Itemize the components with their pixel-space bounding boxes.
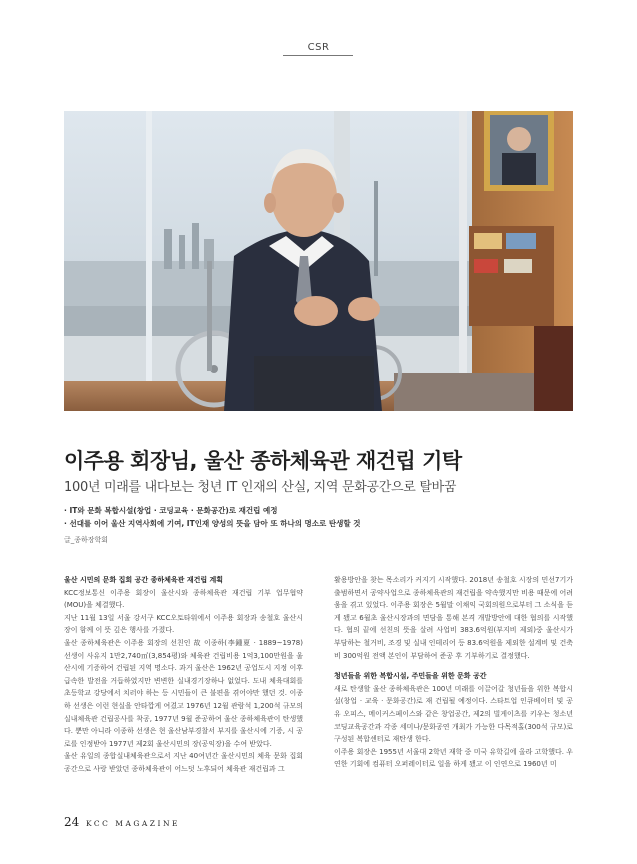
magazine-name: KCC MAGAZINE: [86, 819, 180, 828]
section-label: CSR: [307, 42, 330, 53]
body-column-left: [64, 574, 303, 776]
body-column-right: [334, 574, 573, 771]
body-paragraph: KCC정보통신 이주용 회장이 울산시와 종하체육관 재건립 기부 업무협약(MOU)을 체결했다.: [64, 588, 303, 610]
highlight-item: · IT와 문화 복합시설(창업 · 코딩교육 · 문화공간)로 재건립 예정: [64, 504, 361, 517]
article-photo: [64, 111, 573, 411]
body-paragraph: 지난 11월 13일 서울 강서구 KCC오토타워에서 이주용 회장과 송철호 울산시장이 함께 이 뜻 깊은 행사를 가졌다.: [64, 613, 303, 635]
section-heading: 청년들을 위한 복합시설, 주민들을 위한 문화 공간: [334, 672, 487, 681]
body-paragraph: 새로 탄생할 울산 종하체육관은 100년 미래를 이끌어갈 청년들을 위한 복합시설(창업 · 교육 · 문화공간)로 재 건립될 예정이다. 스타트업 인큐베이터 및 공유 오피스, 메이커스페이스와 같은 창업공간, 제2의 빌게이츠를 키우는 청소년 코딩교육공간과 각종 세미나/문화공연 개최가 가능한 다목적홀(300석 규모)로 구성된 복합센터로 재탄생 한다.: [334, 684, 573, 744]
article-title: 이주용 회장님, 울산 종하체육관 재건립 기탁: [64, 449, 462, 473]
article-highlights: [64, 504, 361, 530]
page-number: 24: [64, 815, 80, 829]
byline: 글_종하장학회: [64, 536, 109, 544]
article-subtitle: 100년 미래를 내다보는 청년 IT 인재의 산실, 지역 문화공간으로 탈바꿈: [64, 480, 457, 495]
section-divider: [283, 55, 353, 56]
body-paragraph: 울산 종하체육관은 이주용 회장의 선친인 故 이종하(李鍾夏 · 1889~1978) 선생이 사유지 1만2,740㎡(3,854평)와 체육관 건립비용 1억3,100만원을 울산시에 기증하여 건립된 지역 명소다. 과거 울산은 1962년 공업도시 지정 이후 급속한 발전을 거듭하였지만 변변한 실내경기장하나 없었다. 도내 체육대회를 초등학교 강당에서 치러야 하는 등 시민들이 큰 불편을 겪어야만 했던 것. 이종하 선생은 이런 현실을 안타깝게 여겼고 1976년 12월 관람석 1,200석 규모의 실내체육관 건립공사를 착공, 1977년 9월 준공하여 울산 종하체육관이 탄생했다. 뿐만 아니라 이종하 선생은 현 울산남부경찰서 부지를 울산시에 기증, 시 공로를 인정받아 1977년 제2회 울산시민의 장(공익장)을 수여 받았다.: [64, 638, 303, 748]
body-paragraph: 울산 유일의 종합실내체육관으로서 지난 40여년간 울산시민의 체육 문화 집회 공간으로 사랑 받았던 종하체육관이 어느덧 노후되어 체육관 재건립과 그: [64, 752, 303, 773]
highlight-item: · 선대를 이어 울산 지역사회에 기여, IT인재 양성의 뜻을 담아 또 하나의 명소로 탄생할 것: [64, 517, 361, 530]
body-paragraph: 이주용 회장은 1955년 서울대 2학년 재학 중 미국 유학길에 올라 고학했다. 우연한 기회에 컴퓨터 오퍼레이터로 일을 하게 됐고 이 인연으로 1960년 미: [334, 747, 573, 769]
body-paragraph: 활용방안을 찾는 목소리가 커지기 시작했다. 2018년 송철호 시장의 민선7기가 출범하면서 공약사업으로 종하체육관의 재건립을 약속했지만 비용 때문에 어려움을 겪고 있었다. 이주용 회장은 5월말 이채익 국회의원으로부터 그 소식을 듣게 됐고 6월초 울산시장과의 면담을 통해 본격 개발방안에 대한 협의를 시작했다. 협의 끝에 선친의 뜻을 살려 사업비 383.6억원(부지비 제외)중 울산시가 부담하는 철거비, 조경 및 실내 인테리어 등 83.6억원을 제외한 설계비 및 건축비 300억원 전액 본인이 부담하여 준공 후 기부하기로 결정했다.: [334, 576, 573, 660]
section-heading: 울산 시민의 문화 집회 공간 종하체육관 재건립 계획: [64, 576, 224, 584]
